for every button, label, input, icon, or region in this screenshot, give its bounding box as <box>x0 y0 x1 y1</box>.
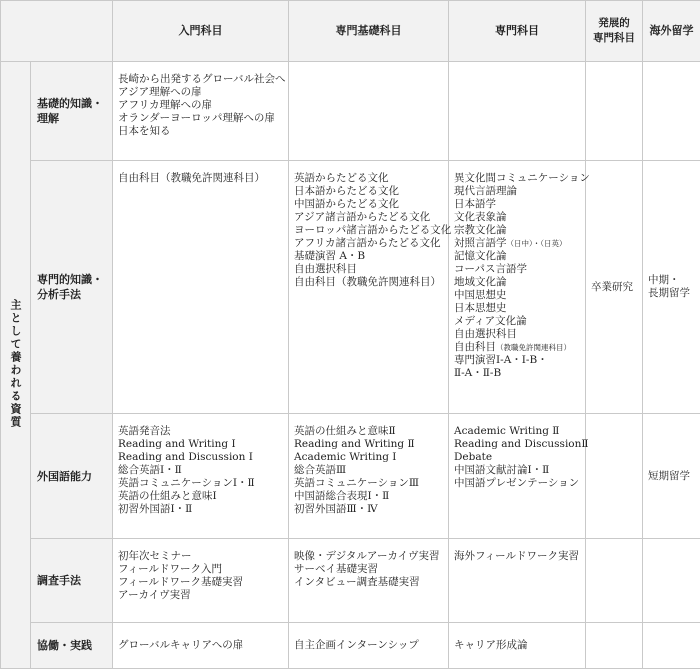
course-item: Reading and Writing Ⅱ <box>294 438 415 450</box>
cell-advanced: 卒業研究 <box>586 161 643 414</box>
course-item: フィールドワーク入門 <box>118 563 222 575</box>
cell-special <box>449 623 586 669</box>
course-item: 日本を知る <box>118 125 171 137</box>
course-item: 文化表象論 <box>454 211 507 223</box>
cell-basic <box>289 62 449 161</box>
row-label-research-methods <box>31 539 113 623</box>
row-label-text: 専門的知識・ 分析手法 <box>37 273 103 301</box>
course-item: 対照言語学（日中）・（日英） <box>454 237 567 249</box>
course-item: Ⅱ-A・Ⅱ-B <box>454 367 502 379</box>
course-note: （教職免許関連科目） <box>496 343 571 352</box>
course-item: 日本語学 <box>454 198 496 210</box>
cell-abroad: 短期留学 <box>643 414 700 539</box>
course-item: Debate <box>454 451 493 463</box>
row-label-text: 協働・実践 <box>37 639 92 652</box>
course-item: メディア文化論 <box>454 315 527 327</box>
course-item: サーベイ基礎実習 <box>294 563 378 575</box>
course-item: 長崎から出発するグローバル社会へ <box>118 73 286 85</box>
cell-abroad <box>643 62 700 161</box>
cell-abroad: 中期・ 長期留学 <box>643 161 700 414</box>
cell-basic <box>289 414 449 539</box>
course-item: 英語の仕組みと意味Ⅰ <box>118 490 217 502</box>
cell-special <box>449 62 586 161</box>
course-item: フィールドワーク基礎実習 <box>118 576 243 588</box>
course-item: 英語の仕組みと意味Ⅱ <box>294 425 396 437</box>
course-item: 総合英語Ⅲ <box>294 464 347 476</box>
cell-intro <box>113 623 289 669</box>
cell-intro <box>113 62 289 161</box>
side-label <box>1 62 31 669</box>
course-item: 映像・デジタルアーカイヴ実習 <box>294 550 440 562</box>
course-item: Reading and Writing Ⅰ <box>118 438 236 450</box>
course-item: 英語発音法 <box>118 425 171 437</box>
course-item: 自由科目（教職免許関連科目） <box>454 341 571 353</box>
course-item: 初年次セミナー <box>118 550 192 562</box>
course-item: 地域文化論 <box>454 276 507 288</box>
course-item: 日本思想史 <box>454 302 507 314</box>
course-item: 海外フィールドワーク実習 <box>454 550 579 562</box>
course-item: 中国語総合表現Ⅰ・Ⅱ <box>294 490 390 502</box>
row-label-text: 基礎的知識・ 理解 <box>37 97 103 125</box>
course-item: 記憶文化論 <box>454 250 507 262</box>
course-item: アジア理解への扉 <box>118 86 202 98</box>
cell-intro <box>113 414 289 539</box>
cell-basic <box>289 161 452 414</box>
course-item: ヨーロッパ諸言語からたどる文化 <box>294 224 452 236</box>
header-special: 専門科目 <box>449 1 586 62</box>
course-item: 自由科目（教職免許関連科目） <box>118 172 265 184</box>
course-item: 異文化間コミュニケーション <box>454 172 590 184</box>
course-item: アジア諸言語からたどる文化 <box>294 211 431 223</box>
course-item: Academic Writing Ⅱ <box>454 425 560 437</box>
course-item: アーカイヴ実習 <box>118 589 191 601</box>
row-label-text: 調査手法 <box>37 574 81 587</box>
row-label-specialized-knowledge <box>31 161 113 414</box>
course-item: 英語からたどる文化 <box>294 172 389 184</box>
row-label-basic-knowledge <box>31 62 113 161</box>
header-advanced: 発展的 専門科目 <box>586 1 643 62</box>
course-item: グローバルキャリアへの扉 <box>118 639 244 651</box>
course-item: オランダーヨーロッパ理解への扉 <box>118 112 275 124</box>
cell-special <box>449 539 586 623</box>
course-item: 英語コミュニケーションⅢ <box>294 477 419 489</box>
header-basic: 専門基礎科目 <box>289 1 449 62</box>
course-item: Academic Writing Ⅰ <box>294 451 397 463</box>
cell-special <box>449 161 590 414</box>
cell-abroad <box>643 623 700 669</box>
course-item: 中国語からたどる文化 <box>294 198 399 210</box>
header-intro: 入門科目 <box>113 1 289 62</box>
course-item: 自由科目（教職免許関連科目） <box>294 276 441 288</box>
course-item: 中国語プレゼンテーション <box>454 477 580 489</box>
course-item: コーパス言語学 <box>454 263 527 275</box>
cell-basic <box>289 623 449 669</box>
course-item: 日本語からたどる文化 <box>294 185 399 197</box>
header-corner <box>1 1 113 62</box>
header-abroad: 海外留学 <box>643 1 700 62</box>
course-item: 現代言語理論 <box>454 185 517 197</box>
cell-intro <box>113 539 289 623</box>
cell-abroad <box>643 539 700 623</box>
course-item: 初習外国語Ⅰ・Ⅱ <box>118 503 193 515</box>
cell-advanced <box>586 414 643 539</box>
side-label-text: 主として養われる資質 <box>9 298 22 429</box>
course-item: 総合英語Ⅰ・Ⅱ <box>118 464 182 476</box>
course-item: 英語コミュニケーションⅠ・Ⅱ <box>118 477 255 489</box>
row-label-collaboration <box>31 623 113 669</box>
course-item: アフリカ理解への扉 <box>118 99 212 111</box>
row-label-language-ability <box>31 414 113 539</box>
cell-basic <box>289 539 449 623</box>
course-item: 中国語文献討論Ⅰ・Ⅱ <box>454 464 550 476</box>
course-item: 初習外国語Ⅲ・Ⅳ <box>294 503 378 515</box>
course-note: （日中）・（日英） <box>506 239 567 248</box>
course-item: アフリカ諸言語からたどる文化 <box>294 237 441 249</box>
course-item: 専門演習Ⅰ-A・Ⅰ-B・ <box>454 354 548 366</box>
row-label-text: 外国語能力 <box>37 469 92 483</box>
course-item: Reading and DiscussionⅡ <box>454 438 589 450</box>
course-item: 自由選択科目 <box>454 328 517 340</box>
course-item: キャリア形成論 <box>454 639 528 651</box>
course-item: 宗教文化論 <box>454 224 507 236</box>
cell-advanced <box>586 539 643 623</box>
course-item: 自主企画インターンシップ <box>294 639 419 651</box>
cell-advanced <box>586 62 643 161</box>
cell-special <box>449 414 589 539</box>
course-item: 基礎演習 A・B <box>294 250 366 262</box>
cell-intro <box>113 161 289 414</box>
course-item: 自由選択科目 <box>294 263 357 275</box>
course-item: インタビュー調査基礎実習 <box>294 576 420 588</box>
course-item: Reading and Discussion Ⅰ <box>118 451 253 463</box>
cell-advanced <box>586 623 643 669</box>
course-item: 中国思想史 <box>454 289 507 301</box>
